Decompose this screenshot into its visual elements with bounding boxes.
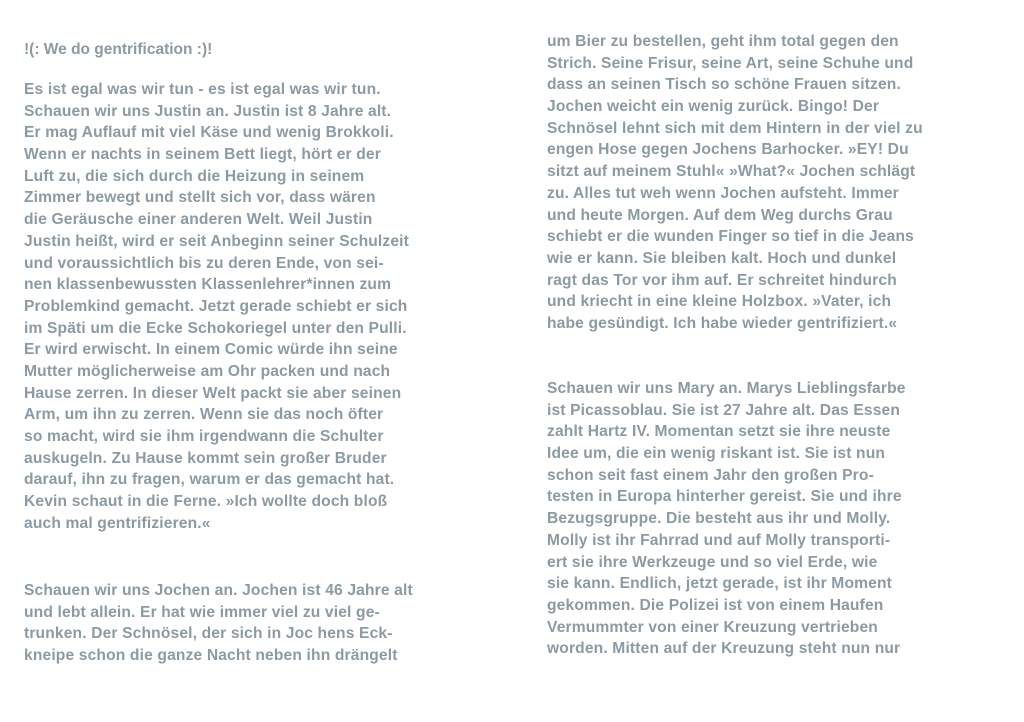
text-line: Mutter möglicherweise am Ohr packen und nach: [24, 362, 391, 380]
text-line: kneipe schon die ganze Nacht neben ihn drängelt: [24, 647, 398, 665]
text-line: Vermummter von einer Kreuzung vertrieben: [547, 618, 878, 636]
text-line: Strich. Seine Frisur, seine Art, seine Schuhe und: [547, 54, 914, 72]
text-line: Es ist egal was wir tun - es ist egal was wir tun.: [24, 81, 381, 98]
text-line: sie kann. Endlich, jetzt gerade, ist ihr Moment: [547, 575, 892, 593]
text-line: zu. Alles tut weh wenn Jochen aufsteht. Immer: [547, 184, 899, 202]
text-line: worden. Mitten auf der Kreuzung steht nun nur: [547, 640, 901, 658]
text-line: und lebt allein. Er hat wie immer viel zu viel ge-: [24, 603, 380, 621]
paragraph-mary: [547, 378, 906, 660]
text-line: habe gesündigt. Ich habe wieder gentrifiziert.«: [547, 314, 898, 332]
text-line: auch mal gentrifizieren.«: [24, 514, 211, 532]
paragraph-jochen-start: [24, 580, 413, 667]
text-line: so macht, wird sie ihm irgendwann die Schulter: [24, 428, 384, 445]
text-line: Problemkind gemacht. Jetzt gerade schiebt er sich: [24, 297, 408, 315]
text-line: testen in Europa hinterher gereist. Sie und ihre: [547, 488, 902, 506]
text-line: trunken. Der Schnösel, der sich in Joc hens Eck-: [24, 625, 393, 643]
text-line: engen Hose gegen Jochens Barhocker. »EY! Du: [547, 141, 909, 159]
text-line: und voraussichtlich bis zu deren Ende, von sei-: [24, 254, 384, 272]
text-line: nen klassenbewussten Klassenlehrer*innen zum: [24, 276, 392, 294]
text-line: Jochen weicht ein wenig zurück. Bingo! Der: [547, 98, 880, 116]
text-line: ist Picassoblau. Sie ist 27 Jahre alt. Das Essen: [547, 401, 901, 419]
right-page: [547, 0, 1017, 722]
text-line: Idee um, die ein wenig riskant ist. Sie ist nun: [547, 445, 886, 463]
text-line: Wenn er nachts in seinem Bett liegt, hört er der: [24, 146, 381, 164]
text-line: Molly ist ihr Fahrrad und auf Molly transporti-: [547, 531, 891, 549]
text-line: Schauen wir uns Justin an. Justin ist 8 Jahre alt.: [24, 102, 392, 120]
text-line: Er mag Auflauf mit viel Käse und wenig Brokkoli.: [24, 124, 394, 142]
text-line: Luft zu, die sich durch die Heizung in seinem: [24, 167, 365, 185]
text-line: schon seit fast einem Jahr den großen Pro-: [547, 466, 874, 484]
text-line: um Bier zu bestellen, geht ihm total gegen den: [547, 33, 899, 50]
text-line: Schauen wir uns Jochen an. Jochen ist 46 Jahre alt: [24, 582, 413, 599]
text-line: Hause zerren. In dieser Welt packt sie aber seinen: [24, 384, 402, 402]
text-line: Schnösel lehnt sich mit dem Hintern in der viel zu: [547, 119, 923, 137]
left-page: [24, 0, 494, 722]
text-line: Bezugsgruppe. Die besteht aus ihr und Molly.: [547, 510, 891, 528]
text-line: zahlt Hartz IV. Momentan setzt sie ihre neuste: [547, 423, 891, 441]
paragraph-justin: [24, 79, 409, 534]
text-line: sitzt auf meinem Stuhl« »What?« Jochen schlägt: [547, 163, 916, 181]
text-line: die Geräusche einer anderen Welt. Weil Justin: [24, 211, 373, 229]
text-line: Justin heißt, wird er seit Anbeginn seiner Schulzeit: [24, 232, 410, 250]
text-line: ragt das Tor vor ihm auf. Er schreitet hindurch: [547, 271, 897, 289]
paragraph-jochen-end: [547, 31, 923, 335]
text-line: auskugeln. Zu Hause kommt sein großer Bruder: [24, 449, 387, 467]
text-line: im Späti um die Ecke Schokoriegel unter den Pulli.: [24, 319, 407, 337]
text-line: Kevin schaut in die Ferne. »Ich wollte doch bloß: [24, 493, 388, 511]
text-line: gekommen. Die Polizei ist von einem Haufen: [547, 596, 884, 614]
page-title: !(: We do gentrification :)!: [24, 41, 213, 58]
text-line: und kriecht in eine kleine Holzbox. »Vater, ich: [547, 293, 892, 311]
text-line: Arm, um ihn zu zerren. Wenn sie das noch öfter: [24, 406, 384, 424]
text-line: Schauen wir uns Mary an. Marys Lieblingsfarbe: [547, 380, 906, 397]
text-line: darauf, ihn zu fragen, warum er das gemacht hat.: [24, 471, 395, 489]
text-line: Er wird erwischt. In einem Comic würde ihn seine: [24, 341, 398, 359]
text-line: wie er kann. Sie bleiben kalt. Hoch und dunkel: [547, 249, 897, 267]
text-line: dass an seinen Tisch so schöne Frauen sitzen.: [547, 76, 901, 94]
text-line: Zimmer bewegt und stellt sich vor, dass wären: [24, 189, 376, 207]
text-line: und heute Morgen. Auf dem Weg durchs Grau: [547, 206, 893, 224]
text-line: ert sie ihre Werkzeuge und so viel Erde, wie: [547, 553, 878, 571]
text-line: schiebt er die wunden Finger so tief in die Jeans: [547, 228, 914, 246]
